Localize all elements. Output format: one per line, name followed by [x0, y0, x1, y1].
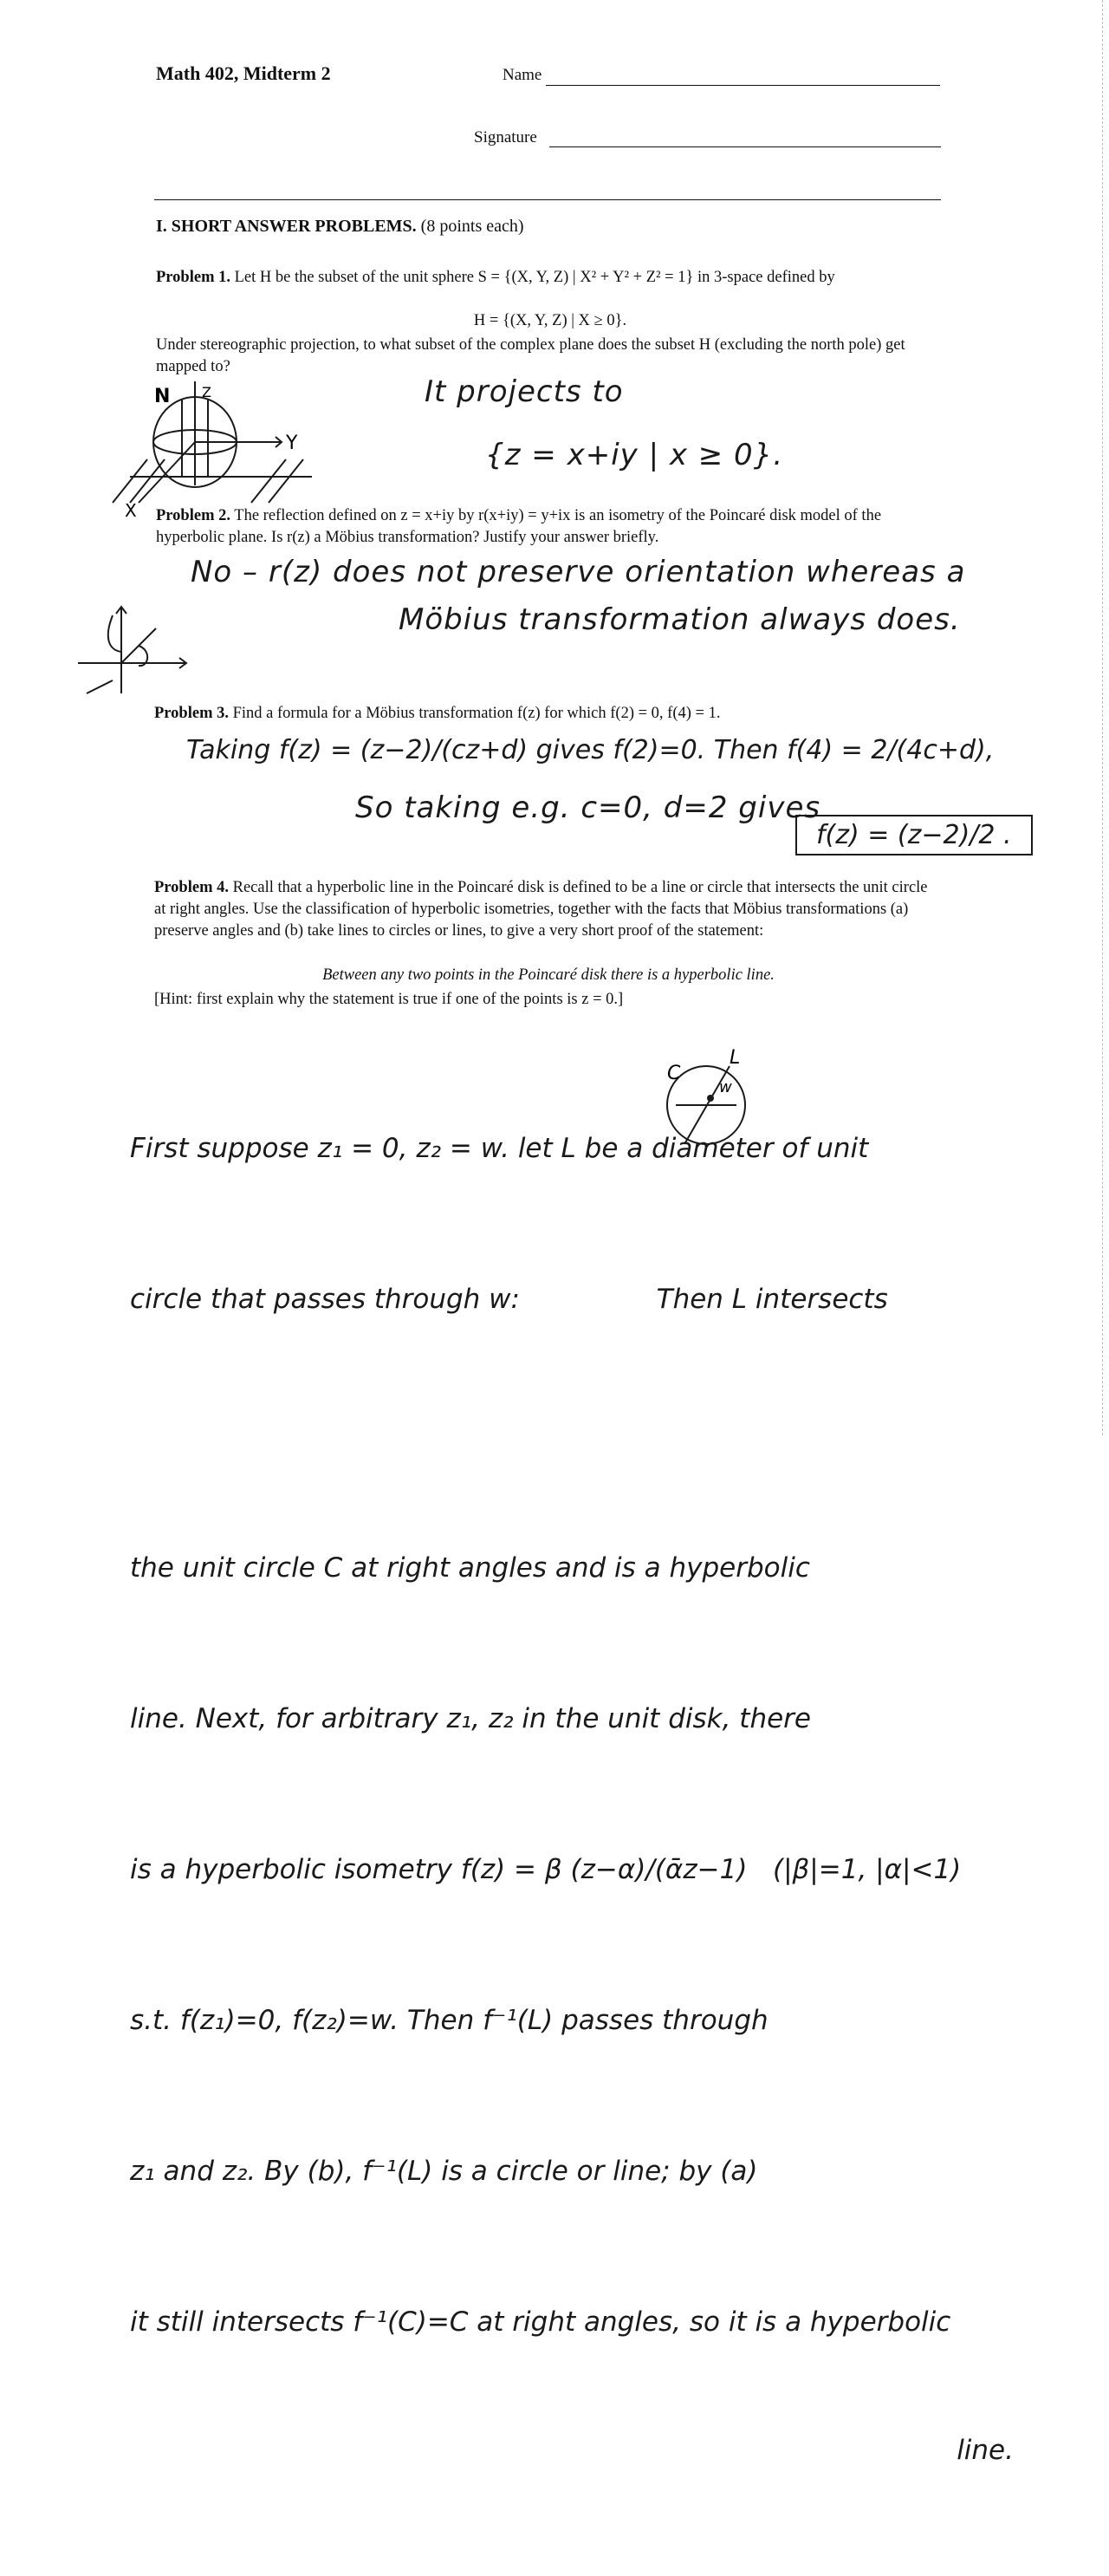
problem-4-text [154, 877, 943, 942]
sketch-label-y: Y [286, 433, 298, 454]
disk-label-l: L [730, 1047, 741, 1069]
problem-2-answer-line-2: Möbius transformation always does. [399, 602, 961, 637]
problem-1-answer-line-1: It projects to [425, 374, 624, 409]
problem-1-answer-line-2: {z = x+iy | x ≥ 0}. [485, 438, 784, 472]
problem-3-answer-line-1: Taking f(z) = (z−2)/(cz+d) gives f(2)=0. Then f(4) = 2/(4c+d), [186, 735, 995, 765]
signature-label: Signature [474, 128, 537, 146]
problem-3-text [154, 703, 943, 725]
answer-gap [130, 1425, 1066, 1442]
problem-1-label: Problem 1. [156, 269, 230, 286]
name-label: Name [503, 66, 542, 84]
problem-4-answer-line: line. [957, 2435, 1014, 2466]
problem-2-text [156, 505, 944, 549]
problem-1-question: Under stereographic projection, to what subset of the complex plane does the subset H (excluding the north pole) get mapped to? [156, 336, 905, 375]
problem-4-answer-line: First suppose z₁ = 0, z₂ = w. let L be a diameter of unit [130, 1133, 869, 1164]
problem-4-answer-line: circle that passes through w: Then L intersects [130, 1284, 888, 1315]
sketch-label-n: N [154, 386, 171, 407]
disk-label-w: w [719, 1078, 732, 1096]
section-heading [156, 217, 524, 237]
problem-2-answer-line-1: No – r(z) does not preserve orientation whereas a [191, 555, 966, 589]
problem-1-formula: H = {(X, Y, Z) | X ≥ 0}. [473, 312, 627, 329]
disk-label-c: C [667, 1063, 681, 1084]
problem-1-text [156, 267, 944, 289]
scan-edge [1102, 0, 1104, 1435]
problem-4-answer-line: z₁ and z₂. By (b), f⁻¹(L) is a circle or line; by (a) [130, 2156, 758, 2187]
problem-4-hint: [Hint: first explain why the statement is true if one of the points is z = 0.] [154, 991, 624, 1008]
problem-4-intro: Recall that a hyperbolic line in the Poincaré disk is defined to be a line or circle that intersects the unit circle at right angles. Use the classification of hyperbolic isometries, together with the facts that Möbius transformations (a) preserve angles and (b) take lines to circles or lines, to give a very short proof of the statement: [154, 879, 928, 940]
problem-1-intro: Let H be the subset of the unit sphere S = {(X, Y, Z) | X² + Y² + Z² = 1} in 3-space defined by [234, 269, 835, 286]
sketch-label-x: X [125, 500, 137, 521]
problem-4-answer-line: it still intersects f⁻¹(C)=C at right angles, so it is a hyperbolic [130, 2306, 951, 2338]
problem-4-answer [130, 1023, 1066, 2576]
problem-4-statement: Between any two points in the Poincaré disk there is a hyperbolic line. [322, 966, 775, 984]
problem-4-answer-line: line. Next, for arbitrary z₁, z₂ in the unit disk, there [130, 1703, 811, 1734]
problem-2-question: The reflection defined on z = x+iy by r(x+iy) = y+ix is an isometry of the Poincaré disk model of the hyperbolic plane. Is r(z) a Möbius transformation? Justify your answer briefly. [156, 507, 882, 546]
reflection-sketch [69, 598, 199, 702]
problem-2-label: Problem 2. [156, 507, 230, 524]
problem-4-answer-line: is a hyperbolic isometry f(z) = β (z−α)/(ᾱz−1) (|β|=1, |α|<1) [130, 1854, 962, 1885]
problem-3-question: Find a formula for a Möbius transformation f(z) for which f(2) = 0, f(4) = 1. [232, 705, 721, 722]
problem-3-boxed-answer: f(z) = (z−2)/2 . [795, 815, 1033, 855]
sphere-sketch [113, 381, 329, 520]
exam-title: Math 402, Midterm 2 [156, 62, 331, 84]
sketch-label-z: Z [202, 384, 211, 400]
section-points: (8 points each) [420, 217, 524, 236]
signature-field-line [549, 146, 941, 147]
problem-4-answer-line: the unit circle C at right angles and is a hyperbolic [130, 1552, 810, 1584]
header-rule [154, 199, 941, 200]
problem-3-answer-line-2: So taking e.g. c=0, d=2 gives [355, 790, 821, 825]
unit-disk-diagram [650, 1047, 762, 1148]
section-title: I. SHORT ANSWER PROBLEMS. [156, 217, 417, 236]
problem-4-answer-line: s.t. f(z₁)=0, f(z₂)=w. Then f⁻¹(L) passes through [130, 2005, 769, 2036]
name-field-line [546, 85, 940, 86]
problem-3-label: Problem 3. [154, 705, 229, 722]
problem-4-label: Problem 4. [154, 879, 229, 896]
